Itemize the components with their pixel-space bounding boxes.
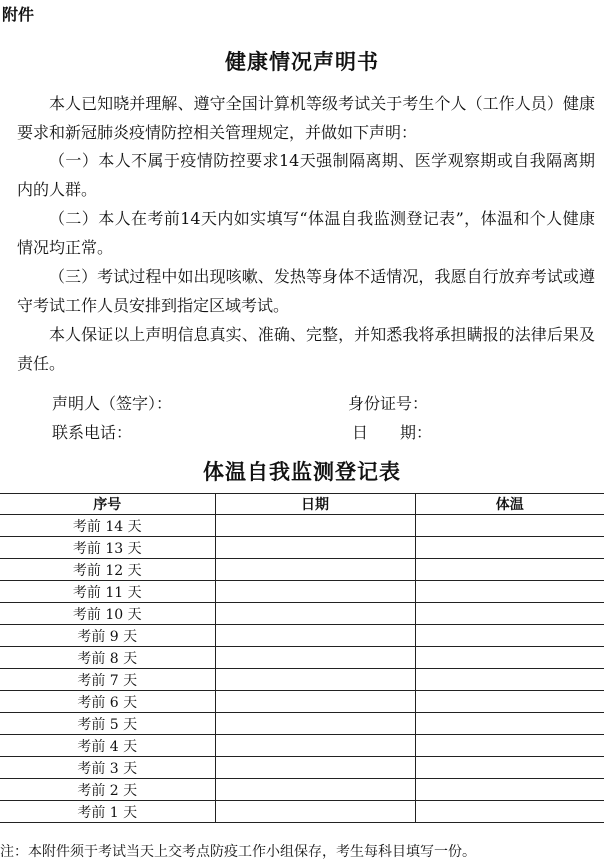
attachment-label: 附件 (2, 5, 35, 24)
phone-field[interactable]: 联系电话： (52, 423, 133, 442)
table-row (0, 669, 604, 691)
temperature-log-title: 体温自我监测登记表 (203, 459, 401, 484)
table-row (0, 779, 604, 801)
row-seq: 考前 6 天 (0, 691, 215, 713)
declaration-title: 健康情况声明书 (225, 49, 379, 74)
declaration-item-2: （二）本人在考前14天内如实填写“体温自我监测登记表”，体温和个人健康情况均正常。 (17, 209, 595, 257)
temperature-cell[interactable] (415, 581, 604, 603)
date-cell[interactable] (215, 691, 415, 713)
date-cell[interactable] (215, 669, 415, 691)
temperature-cell[interactable] (415, 801, 604, 823)
table-row (0, 757, 604, 779)
date-cell[interactable] (215, 603, 415, 625)
table-row (0, 691, 604, 713)
temperature-cell[interactable] (415, 625, 604, 647)
temperature-cell[interactable] (415, 757, 604, 779)
temperature-cell[interactable] (415, 713, 604, 735)
table-row (0, 713, 604, 735)
declaration-item-1: （一）本人不属于疫情防控要求14天强制隔离期、医学观察期或自我隔离期内的人群。 (17, 151, 595, 199)
row-seq: 考前 9 天 (0, 625, 215, 647)
row-seq: 考前 10 天 (0, 603, 215, 625)
table-row (0, 735, 604, 757)
temperature-cell[interactable] (415, 559, 604, 581)
table-header-row (0, 494, 604, 515)
row-seq: 考前 14 天 (0, 515, 215, 537)
row-seq: 考前 3 天 (0, 757, 215, 779)
row-seq: 考前 12 天 (0, 559, 215, 581)
row-seq: 考前 5 天 (0, 713, 215, 735)
temperature-cell[interactable] (415, 647, 604, 669)
date-cell[interactable] (215, 515, 415, 537)
table-row (0, 515, 604, 537)
date-cell[interactable] (215, 559, 415, 581)
table-row (0, 559, 604, 581)
date-cell[interactable] (215, 625, 415, 647)
declaration-guarantee: 本人保证以上声明信息真实、准确、完整，并知悉我将承担瞒报的法律后果及责任。 (17, 325, 595, 373)
column-header-date: 日期 (215, 494, 415, 515)
temperature-cell[interactable] (415, 537, 604, 559)
declarant-signature-field[interactable]: 声明人（签字）： (52, 394, 173, 413)
date-cell[interactable] (215, 779, 415, 801)
submission-note: 注：本附件须于考试当天上交考点防疫工作小组保存，考生每科目填写一份。 (0, 844, 476, 860)
table-row (0, 603, 604, 625)
date-cell[interactable] (215, 713, 415, 735)
row-seq: 考前 4 天 (0, 735, 215, 757)
date-cell[interactable] (215, 757, 415, 779)
row-seq: 考前 13 天 (0, 537, 215, 559)
table-row (0, 537, 604, 559)
table-row (0, 801, 604, 823)
row-seq: 考前 2 天 (0, 779, 215, 801)
table-row (0, 581, 604, 603)
date-cell[interactable] (215, 801, 415, 823)
column-header-temp: 体温 (415, 494, 604, 515)
row-seq: 考前 1 天 (0, 801, 215, 823)
table-row (0, 647, 604, 669)
temperature-cell[interactable] (415, 669, 604, 691)
temperature-cell[interactable] (415, 735, 604, 757)
temperature-log-table (0, 493, 604, 823)
date-cell[interactable] (215, 581, 415, 603)
table-row (0, 625, 604, 647)
column-header-seq: 序号 (0, 494, 215, 515)
declaration-item-3: （三）考试过程中如出现咳嗽、发热等身体不适情况，我愿自行放弃考试或遵守考试工作人员安排到指定区域考试。 (17, 267, 595, 315)
date-cell[interactable] (215, 537, 415, 559)
temperature-cell[interactable] (415, 515, 604, 537)
date-field[interactable]: 日 期： (352, 423, 433, 442)
date-cell[interactable] (215, 735, 415, 757)
row-seq: 考前 8 天 (0, 647, 215, 669)
temperature-cell[interactable] (415, 603, 604, 625)
temperature-cell[interactable] (415, 779, 604, 801)
row-seq: 考前 11 天 (0, 581, 215, 603)
temperature-cell[interactable] (415, 691, 604, 713)
id-number-field[interactable]: 身份证号： (348, 394, 429, 413)
date-cell[interactable] (215, 647, 415, 669)
row-seq: 考前 7 天 (0, 669, 215, 691)
declaration-intro: 本人已知晓并理解、遵守全国计算机等级考试关于考生个人（工作人员）健康要求和新冠肺炎疫情防控相关管理规定，并做如下声明： (17, 94, 595, 142)
